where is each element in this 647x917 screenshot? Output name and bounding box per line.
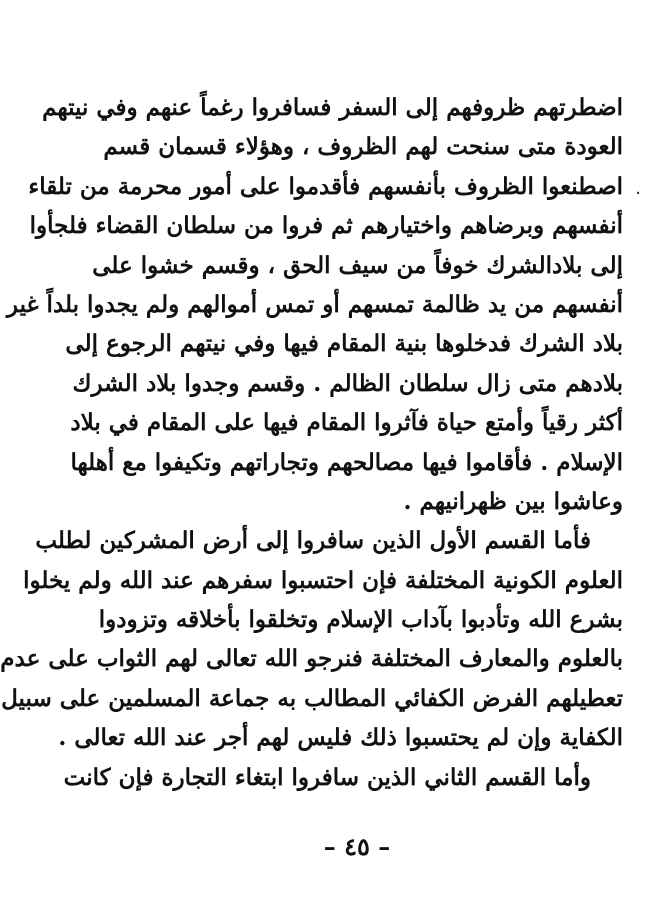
- text-line: العلوم الكونية المختلفة فإن احتسبوا سفرهم عند الله ولم يخلوا: [23, 566, 623, 594]
- text-line: اصطنعوا الظروف بأنفسهم فأقدموا على أمور محرمة من تلقاء: [28, 172, 623, 200]
- text-line: الإسلام . فأقاموا فيها مصالحهم وتجاراتهم وتكيفوا مع أهلها: [70, 448, 623, 476]
- page-body: [0, 88, 623, 797]
- text-line: أكثر رقياً وأمتع حياة فآثروا المقام فيها على المقام في بلاد: [70, 409, 623, 437]
- text-line: بلادهم متى زال سلطان الظالم . وقسم وجدوا بلاد الشرك: [72, 369, 623, 397]
- text-line: تعطيلهم الفرض الكفائي المطالب به جماعة المسلمين على سبيل: [1, 684, 623, 712]
- stray-mark: .: [635, 178, 641, 199]
- paragraph-1: [6, 88, 623, 521]
- text-line: إلى بلادالشرك خوفاً من سيف الحق ، وقسم خشوا على: [92, 251, 623, 279]
- text-line: وعاشوا بين ظهرانيهم .: [403, 487, 623, 515]
- text-line: بالعلوم والمعارف المختلفة فنرجو الله تعالى لهم الثواب على عدم: [0, 645, 623, 673]
- text-line: بلاد الشرك فدخلوها بنية المقام فيها وفي نيتهم الرجوع إلى: [65, 330, 623, 358]
- text-line: الكفاية وإن لم يحتسبوا ذلك فليس لهم أجر عند الله تعالى .: [58, 724, 623, 752]
- text-line: العودة متى سنحت لهم الظروف ، وهؤلاء قسمان قسم: [103, 133, 623, 161]
- page-number: – ٤٥ –: [323, 832, 391, 861]
- text-line: فأما القسم الأول الذين سافروا إلى أرض المشركين لطلب: [35, 527, 591, 555]
- text-line: بشرع الله وتأدبوا بآداب الإسلام وتخلقوا بأخلاقه وتزودوا: [98, 606, 623, 634]
- text-line: أنفسهم من يد ظالمة تمسهم أو تمس أموالهم ولم يجدوا بلداً غير: [6, 290, 623, 318]
- text-line: وأما القسم الثاني الذين سافروا ابتغاء التجارة فإن كانت: [63, 763, 591, 791]
- text-line: أنفسهم وبرضاهم واختيارهم ثم فروا من سلطان القضاء فلجأوا: [29, 212, 623, 240]
- paragraph-3: [63, 758, 623, 797]
- paragraph-2: [0, 521, 623, 757]
- text-line: اضطرتهم ظروفهم إلى السفر فسافروا رغماً عنهم وفي نيتهم: [42, 94, 623, 121]
